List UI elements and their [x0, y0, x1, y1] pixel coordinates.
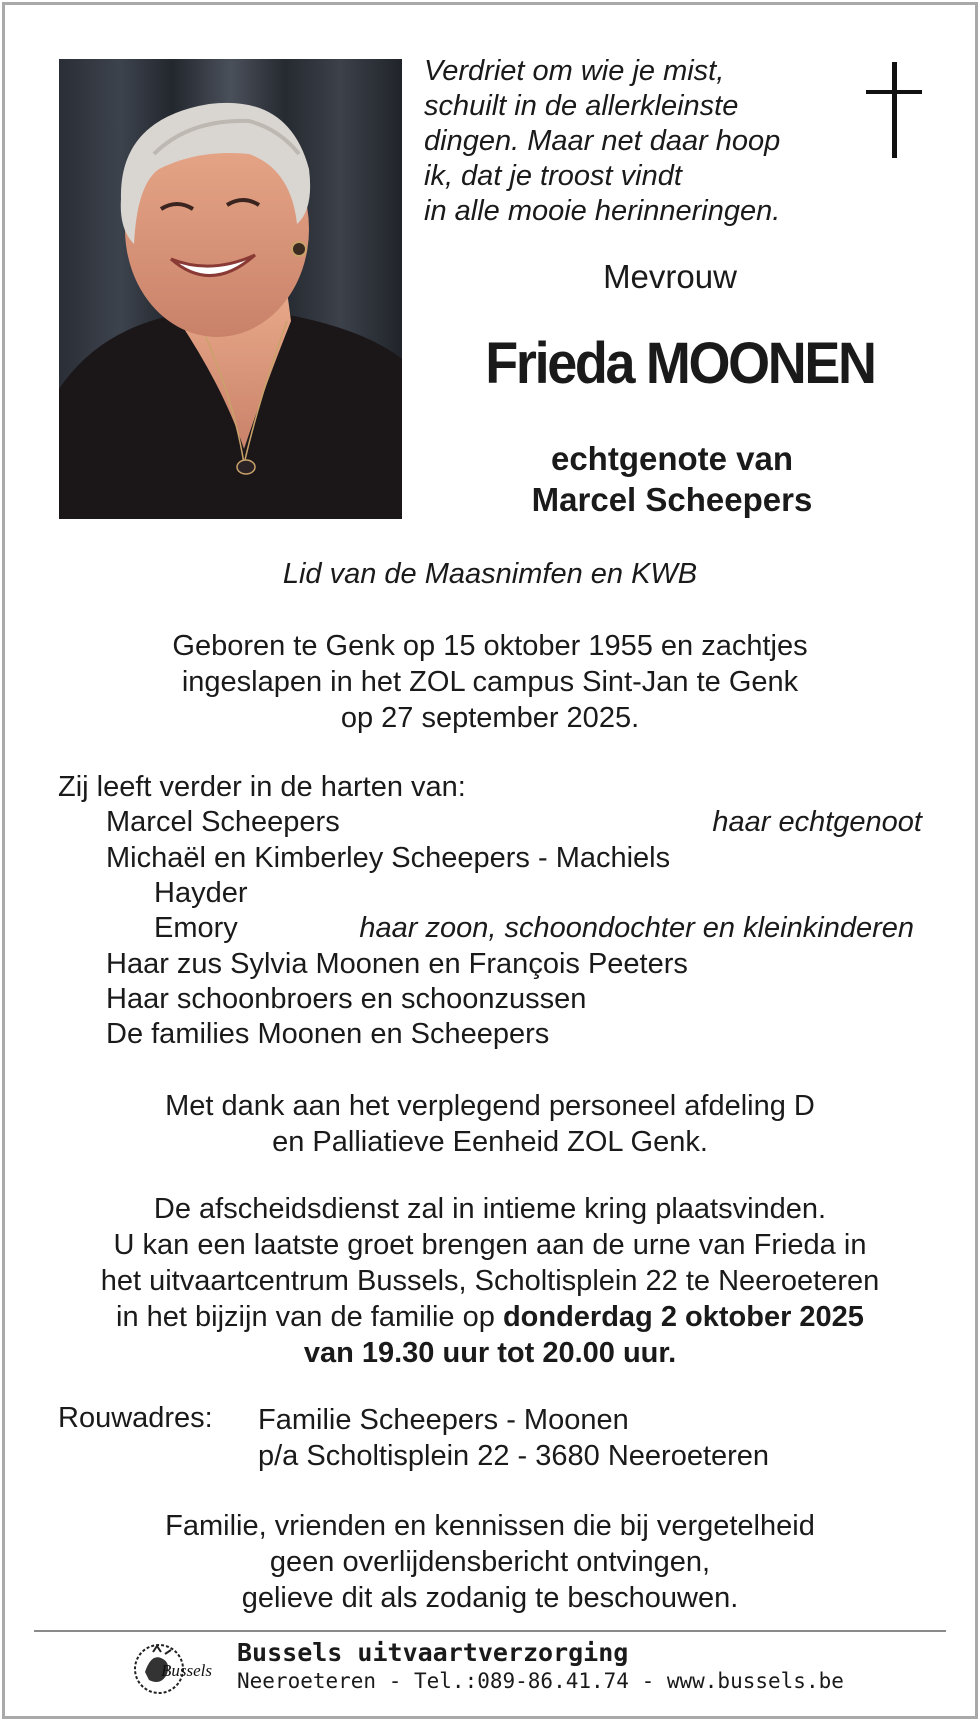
service-date: donderdag 2 oktober 2025 — [502, 1301, 864, 1333]
spouse-block — [420, 438, 924, 520]
service-line-prefix: in het bijzijn van de familie op — [116, 1301, 503, 1333]
thanks-text — [0, 1088, 980, 1160]
thanks-line: en Palliatieve Eenheid ZOL Genk. — [272, 1126, 708, 1158]
service-line: U kan een laatste groet brengen aan de urne van Frieda in — [113, 1229, 867, 1261]
relatives-heading: Zij leeft verder in de harten van: — [58, 771, 466, 803]
portrait-illustration — [59, 59, 402, 519]
relative-families: De families Moonen en Scheepers — [106, 1018, 550, 1050]
bussels-logo-icon — [131, 1640, 223, 1698]
company-info: Neeroeteren - Tel.:089-86.41.74 - www.bussels.be — [237, 1669, 844, 1693]
birth-death-text — [0, 628, 980, 736]
spouse-line: echtgenote van — [550, 440, 794, 477]
service-text — [0, 1191, 980, 1371]
address-line: p/a Scholtisplein 22 - 3680 Neeroeteren — [258, 1440, 770, 1472]
relative-sister: Haar zus Sylvia Moonen en François Peeters — [106, 948, 688, 980]
notice-line: Familie, vrienden en kennissen die bij vergetelheid — [165, 1510, 815, 1542]
poem — [424, 54, 824, 229]
thanks-line: Met dank aan het verplegend personeel afdeling D — [165, 1090, 815, 1122]
spouse-name: Marcel Scheepers — [531, 481, 813, 518]
relative-spouse: Marcel Scheepers — [106, 806, 340, 838]
birth-death-line: op 27 september 2025. — [340, 702, 640, 734]
service-line: De afscheidsdienst zal in intieme kring plaatsvinden. — [153, 1193, 827, 1225]
membership: Lid van de Maasnimfen en KWB — [282, 558, 698, 590]
notice-text — [0, 1508, 980, 1616]
address-line: Familie Scheepers - Moonen — [258, 1404, 629, 1436]
address-lines — [258, 1402, 769, 1474]
company-name: Bussels uitvaartverzorging — [237, 1638, 629, 1667]
poem-line: ik, dat je troost vindt — [424, 160, 682, 192]
notice-line: geen overlijdensbericht ontvingen, — [269, 1546, 711, 1578]
relative-son: Michaël en Kimberley Scheepers - Machiels — [106, 842, 671, 874]
relative-grandchild: Emory — [154, 912, 238, 944]
honorific: Mevrouw — [603, 258, 737, 295]
service-line — [0, 1299, 980, 1335]
poem-line: in alle mooie herinneringen. — [424, 195, 781, 227]
relation-son: haar zoon, schoondochter en kleinkinderen — [359, 912, 914, 944]
relation-spouse: haar echtgenoot — [712, 806, 922, 838]
relative-inlaws: Haar schoonbroers en schoonzussen — [106, 983, 587, 1015]
relative-grandchild: Hayder — [154, 877, 248, 909]
birth-death-line: Geboren te Genk op 15 oktober 1955 en zachtjes — [172, 630, 808, 662]
logo-text: Bussels — [161, 1661, 212, 1680]
birth-death-line: ingeslapen in het ZOL campus Sint-Jan te Genk — [181, 666, 799, 698]
deceased-name: Frieda MOONEN — [485, 331, 875, 396]
portrait-photo — [59, 59, 402, 519]
poem-line: schuilt in de allerkleinste — [424, 90, 739, 122]
cross-icon — [866, 62, 922, 158]
footer-divider — [34, 1630, 946, 1632]
service-line: het uitvaartcentrum Bussels, Scholtisplein 22 te Neeroeteren — [100, 1265, 880, 1297]
service-time-text: van 19.30 uur tot 20.00 uur. — [303, 1337, 677, 1369]
address-label: Rouwadres: — [58, 1402, 213, 1434]
notice-line: gelieve dit als zodanig te beschouwen. — [241, 1582, 739, 1614]
poem-line: Verdriet om wie je mist, — [424, 55, 725, 87]
poem-line: dingen. Maar net daar hoop — [424, 125, 781, 157]
service-time — [0, 1335, 980, 1371]
